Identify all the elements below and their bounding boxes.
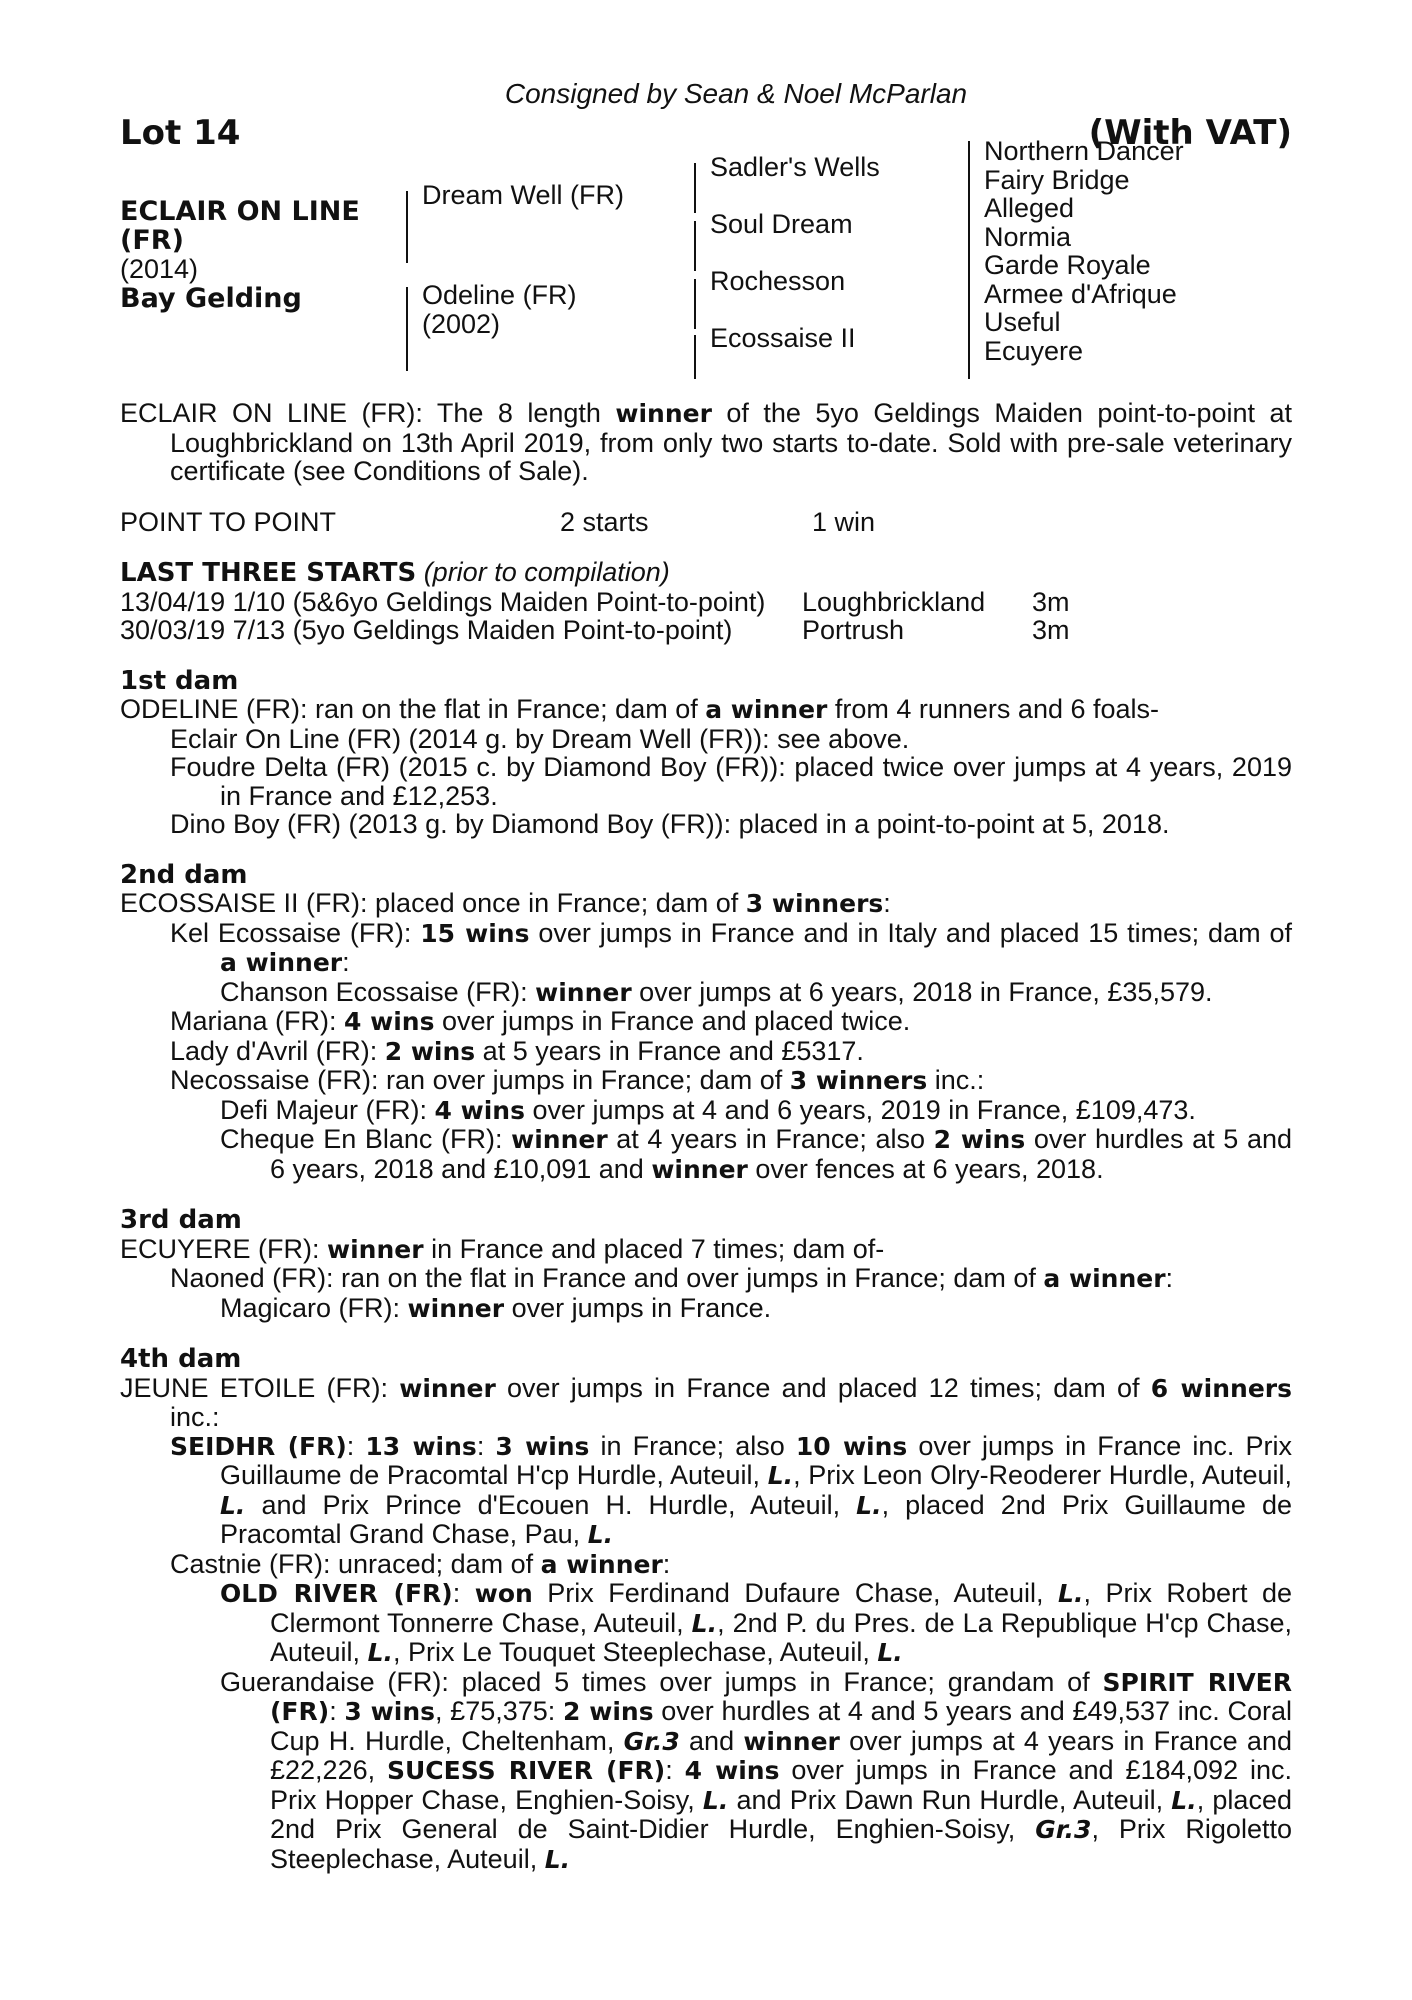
produce-line [120,978,1292,1008]
produce-line [120,1294,1292,1324]
text: inc.: [927,1065,985,1095]
horse-name: ECLAIR ON LINE [120,196,360,227]
dam-line [120,1374,1292,1432]
text: : [476,1430,496,1461]
listed-mark: L. [220,1490,246,1520]
text: ECLAIR ON LINE (FR): The 8 length [120,398,616,428]
bold-text: a winner [540,1549,663,1579]
grade-mark: Gr.3 [623,1726,680,1756]
section-heading: 4th dam [120,1344,242,1374]
bold-text: winner [535,977,632,1007]
text: , placed 2nd Prix Guillaume de Pracomtal Grand Chase, Pau, [220,1489,1292,1549]
text: ECUYERE (FR): [120,1233,328,1264]
text: , £75,375: [435,1696,563,1726]
bold-text: won [474,1579,533,1608]
horse-name-bold: OLD RIVER (FR) [220,1579,453,1608]
granddam-2: Ecossaise II [710,323,856,353]
produce-line [120,1264,1292,1294]
produce-line [120,1668,1292,1875]
ggp-7: Useful [984,307,1061,337]
text: : [883,888,891,918]
text: : [342,947,350,977]
pedigree-divider [968,141,970,379]
bold-text: 2 wins [933,1125,1026,1154]
produce-line: Eclair On Line (FR) (2014 g. by Dream Well (FR)): see above. [170,723,910,754]
text: over jumps in France and placed twice. [434,1006,911,1036]
horse-year: (2014) [120,254,199,284]
listed-mark: L. [767,1461,794,1490]
section-heading: LAST THREE STARTS [120,558,417,588]
dam-name: Odeline (FR) [422,280,577,310]
bold-text: a winner [705,695,828,724]
pedigree-divider [406,191,408,263]
bold-text: winner [407,1293,505,1323]
text: over jumps in France and £184,092 inc. Prix Hopper Chase, Enghien-Soisy, [270,1755,1292,1815]
catalogue-page [120,80,1292,1874]
granddam-1: Soul Dream [710,209,853,239]
bold-text: winner [327,1234,424,1264]
text: : [1165,1263,1174,1293]
pedigree-divider [406,287,408,371]
text: and [679,1725,744,1756]
text: Magicaro (FR): [220,1292,408,1323]
text: inc.: [170,1402,220,1432]
ggp-2: Fairy Bridge [984,164,1130,195]
ggp-1: Northern Dancer [984,136,1184,166]
section-heading: 1st dam [120,665,239,696]
horse-name-bold: SPIRIT RIVER (FR) [270,1667,1292,1726]
bold-text: a winner [1043,1264,1166,1293]
text: Chanson Ecossaise (FR): [220,976,536,1007]
produce-line [120,1037,1292,1067]
pedigree-divider [694,163,696,213]
listed-mark: L. [691,1608,718,1638]
start-distance: 3m [1032,586,1070,617]
bold-text: 3 wins [495,1431,590,1461]
text: in France; also [589,1430,796,1461]
ggp-5: Garde Royale [984,250,1151,280]
horse-name-bold: SEIDHR (FR) [170,1431,347,1461]
ggp-8: Ecuyere [984,335,1084,366]
pedigree-sire: Dream Well (FR) [422,180,624,210]
start-details: 30/03/19 7/13 (5yo Geldings Maiden Point-to-point) [120,615,733,645]
record-label: POINT TO POINT [120,506,337,537]
intro-paragraph [120,399,1292,486]
bold-text: 10 wins [795,1431,908,1461]
fourth-dam-section [120,1345,1292,1874]
start-row [120,588,1292,617]
listed-mark: L. [1058,1579,1084,1608]
listed-mark: L. [367,1638,393,1667]
produce-line: Foudre Delta (FR) (2015 c. by Diamond Boy (FR)): placed twice over jumps at 4 years, 2019 in France and £12,253. [170,752,1292,811]
bold-text: 4 wins [344,1007,435,1036]
second-dam-section [120,861,1292,1185]
text: over jumps at 6 years, 2018 in France, £35,579. [631,976,1213,1007]
text: : [346,1430,366,1461]
section-heading: 2nd dam [120,859,248,890]
text: Castnie (FR): unraced; dam of [170,1548,541,1579]
bold-text: winner [651,1154,748,1184]
ggp-6: Armee d'Afrique [984,278,1177,309]
text: Lady d'Avril (FR): [170,1035,385,1066]
horse-identity [120,197,390,313]
produce-line [120,1432,1292,1550]
text: JEUNE ETOILE (FR): [120,1372,400,1403]
text: over hurdles at 5 and 6 years, 2018 and £10,091 and [270,1124,1292,1184]
produce-line [120,1096,1292,1126]
record-starts: 2 starts [560,506,649,537]
third-dam-section [120,1206,1292,1323]
dam-line [120,1235,1292,1265]
text: : [452,1578,475,1608]
text: Necossaise (FR): ran over jumps in France; dam of [170,1065,790,1095]
dam-line [120,695,1292,725]
bold-text: 3 winners [745,889,884,918]
listed-mark: L. [702,1785,729,1815]
text: at 5 years in France and £5317. [475,1035,864,1066]
text: Mariana (FR): [170,1006,345,1036]
horse-sex: Bay Gelding [120,282,302,314]
listed-mark: L. [877,1638,903,1667]
bold-text: 3 wins [344,1697,435,1726]
text: over jumps at 4 years in France and £22,226, [270,1725,1292,1785]
race-record [120,508,1292,537]
listed-mark: L. [1171,1785,1197,1815]
first-dam-section [120,667,1292,839]
text: , 2nd P. du Pres. de La Republique H'cp Chase, Auteuil, [270,1607,1292,1667]
bold-text: 13 wins [365,1431,477,1461]
start-course: Portrush [802,615,905,645]
last-starts-section [120,558,1292,645]
text: : [329,1696,345,1726]
bold-text: winner [743,1726,840,1756]
listed-mark: L. [544,1844,571,1874]
text: at 4 years in France; also [607,1124,934,1154]
bold-text: 2 wins [562,1697,654,1726]
text: over hurdles at 4 and 5 years and £49,537 inc. Coral Cup H. Hurdle, Cheltenham, [270,1696,1292,1756]
listed-mark: L. [587,1520,614,1549]
text: , Prix Robert de Clermont Tonnerre Chase, Auteuil, [270,1578,1292,1638]
bold-text: winner [511,1125,608,1154]
vat-note: (With VAT) [1088,112,1292,153]
great-grandparents [984,137,1184,365]
section-heading: 3rd dam [120,1205,242,1235]
text: Guerandaise (FR): placed 5 times over jumps in France; grandam of [220,1666,1103,1697]
grade-mark: Gr.3 [1035,1815,1092,1844]
section-note: (prior to compilation) [423,557,670,587]
text: : [662,1548,671,1579]
text: and Prix Dawn Run Hurdle, Auteuil, [728,1784,1172,1815]
start-row [120,616,1292,645]
text: over jumps in France. [504,1292,772,1323]
text: over fences at 6 years, 2018. [747,1153,1104,1184]
produce-line [120,1550,1292,1580]
bold-text: winner [615,399,712,428]
text: Defi Majeur (FR): [220,1094,435,1125]
text: ECOSSAISE II (FR): placed once in France; dam of [120,888,746,918]
text: over jumps in France inc. Prix Guillaume de Pracomtal H'cp Hurdle, Auteuil, [220,1430,1292,1490]
grandsire-2: Rochesson [710,266,846,296]
bold-text: 3 winners [789,1066,928,1095]
produce-line [120,1007,1292,1037]
text: , Prix Le Touquet Steeplechase, Auteuil, [393,1637,878,1667]
text: of the 5yo Geldings Maiden point-to-point at Loughbrickland on 13th April 2019, from only two starts to-date. Sold with pre-sale veterinary certificate (see Conditions of Sale). [170,398,1292,486]
text: : [665,1755,685,1785]
grandsire-1: Sadler's Wells [710,152,880,182]
text: Kel Ecossaise (FR): [170,917,421,948]
text: Prix Ferdinand Dufaure Chase, Auteuil, [532,1578,1059,1608]
pedigree-divider [694,279,696,329]
dam-year: (2002) [422,308,501,339]
text: ODELINE (FR): ran on the flat in France; dam of [120,694,706,724]
horse-country: (FR) [120,225,184,256]
text: in France and placed 7 times; dam of- [423,1233,885,1264]
bold-text: 6 winners [1150,1373,1292,1403]
bold-text: winner [399,1373,496,1403]
start-course: Loughbrickland [802,586,986,617]
bold-text: a winner [220,948,343,977]
listed-mark: L. [856,1490,882,1520]
bold-text: 15 wins [420,918,530,948]
text: , Prix Leon Olry-Reoderer Hurdle, Auteuil, [793,1460,1292,1490]
produce-line [120,1579,1292,1668]
text: over jumps in France and placed 12 times; dam of [495,1372,1151,1403]
ggp-4: Normia [984,221,1072,252]
consignor-line: Consigned by Sean & Noel McParlan [504,78,968,109]
text: , placed 2nd Prix General de Saint-Didier Hurdle, Enghien-Soisy, [270,1784,1292,1844]
produce-line [120,919,1292,978]
produce-line [120,1066,1292,1096]
pedigree-divider [694,335,696,379]
text: , Prix Rigoletto Steeplechase, Auteuil, [270,1814,1292,1874]
bold-text: 4 wins [434,1095,525,1125]
text: Cheque En Blanc (FR): [220,1124,512,1154]
start-details: 13/04/19 1/10 (5&6yo Geldings Maiden Point-to-point) [120,586,766,617]
text: and Prix Prince d'Ecouen H. Hurdle, Auteuil, [245,1489,857,1520]
lot-number: Lot 14 [120,112,241,153]
dam-line [120,889,1292,919]
text: from 4 runners and 6 foals- [827,694,1160,724]
pedigree-dam [422,281,577,338]
produce-line: Dino Boy (FR) (2013 g. by Diamond Boy (FR)): placed in a point-to-point at 5, 2018. [170,809,1170,839]
text: over jumps at 4 and 6 years, 2019 in France, £109,473. [524,1094,1196,1125]
start-distance: 3m [1032,615,1070,645]
record-wins: 1 win [812,506,876,537]
bold-text: 2 wins [384,1036,476,1066]
horse-name-bold: SUCESS RIVER (FR) [387,1756,666,1785]
produce-line [120,1125,1292,1184]
pedigree-divider [694,221,696,271]
bold-text: 4 wins [684,1756,780,1785]
text: over jumps in France and in Italy and placed 15 times; dam of [529,917,1292,948]
ggp-3: Alleged [984,193,1075,223]
pedigree-table [120,136,1292,379]
text: Naoned (FR): ran on the flat in France and over jumps in France; dam of [170,1263,1044,1293]
